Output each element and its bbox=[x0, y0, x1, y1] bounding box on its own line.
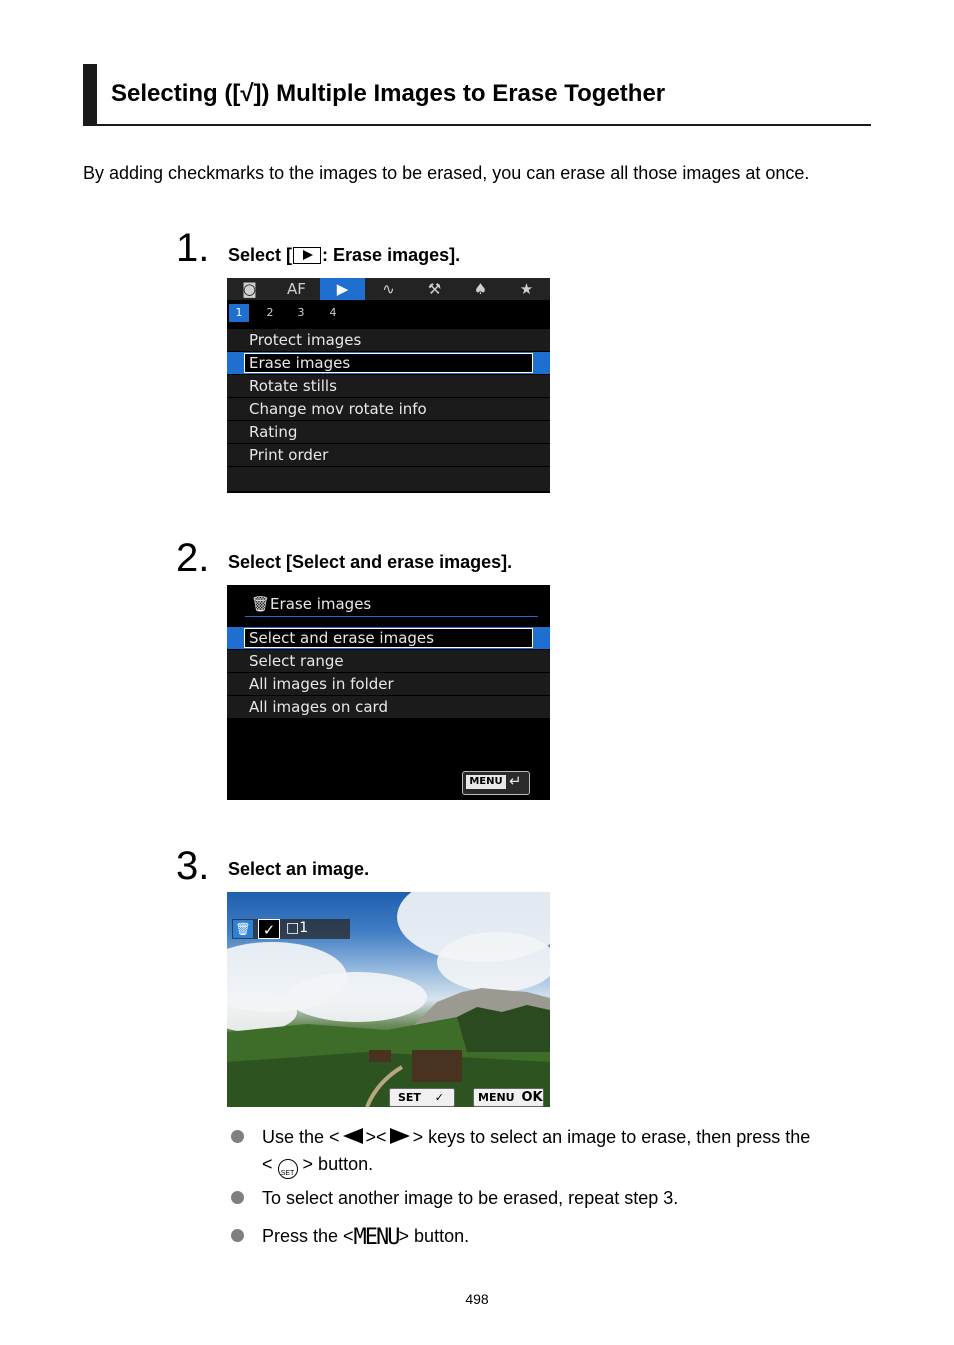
menu-button-icon: MENU bbox=[353, 1225, 399, 1250]
step-title-2: Select [Select and erase images]. bbox=[228, 552, 513, 572]
menu-item-label: Select range bbox=[249, 652, 344, 670]
step-number-1: 1. bbox=[176, 226, 210, 270]
text: > button. bbox=[398, 1226, 470, 1246]
playback-icon bbox=[293, 247, 321, 264]
single-image-icon: □ bbox=[286, 920, 300, 936]
bullet-3 bbox=[262, 1223, 469, 1251]
ok-label: OK bbox=[521, 1090, 543, 1105]
title-rule bbox=[245, 616, 538, 617]
left-key-icon bbox=[343, 1128, 363, 1144]
menu-item-protect-images[interactable] bbox=[227, 329, 550, 352]
bullet-2: To select another image to be erased, repeat step 3. bbox=[262, 1188, 679, 1208]
check-icon[interactable]: ✓ bbox=[258, 919, 280, 939]
menu-item-all-on-card[interactable] bbox=[227, 696, 550, 719]
page-number: 498 bbox=[465, 1291, 489, 1307]
text: > keys to select an image to erase, then press the bbox=[412, 1127, 811, 1147]
menu-item-change-mov-rotate[interactable] bbox=[227, 398, 550, 421]
bullet-dot bbox=[231, 1191, 244, 1204]
right-key-icon bbox=[390, 1128, 410, 1144]
menu-item-label: Select and erase images bbox=[249, 629, 434, 647]
menu-label: MENU bbox=[466, 775, 506, 789]
menu-item-select-range[interactable] bbox=[227, 650, 550, 673]
image-preview bbox=[227, 892, 550, 1107]
menu-ok-button[interactable] bbox=[473, 1088, 544, 1107]
menu-label: MENU bbox=[478, 1091, 515, 1104]
menu-item-rating[interactable] bbox=[227, 421, 550, 444]
check-icon: ✓ bbox=[434, 1091, 445, 1104]
screen-title bbox=[251, 595, 371, 613]
menu-item-label: All images in folder bbox=[249, 675, 394, 693]
screen-erase-menu bbox=[227, 278, 550, 493]
tab-af[interactable]: AF bbox=[287, 280, 306, 298]
text: Press the < bbox=[262, 1226, 354, 1246]
screen-title-text: Erase images bbox=[270, 595, 372, 613]
menu-item-select-and-erase[interactable] bbox=[227, 627, 550, 650]
menu-return-button[interactable] bbox=[462, 771, 530, 795]
trash-icon: 🗑 bbox=[233, 920, 253, 938]
subtab-bar bbox=[227, 300, 550, 326]
playback-icon[interactable]: ▶ bbox=[320, 278, 365, 300]
menu-item-label: Change mov rotate info bbox=[249, 400, 427, 418]
menu-item-label: All images on card bbox=[249, 698, 388, 716]
set-label: SET bbox=[398, 1091, 421, 1104]
subtab-4[interactable]: 4 bbox=[329, 306, 337, 319]
page-title: Selecting ([√]) Multiple Images to Erase Together bbox=[111, 80, 666, 107]
tab-bar bbox=[227, 278, 550, 300]
step-number-2: 2. bbox=[176, 536, 210, 580]
wrench-icon[interactable]: ⚒ bbox=[427, 280, 442, 298]
menu-item-rotate-stills[interactable] bbox=[227, 375, 550, 398]
text: < bbox=[262, 1154, 273, 1174]
menu-item-erase-images[interactable] bbox=[227, 352, 550, 375]
menu-item-label: Rotate stills bbox=[249, 377, 337, 395]
bullet-dot bbox=[231, 1130, 244, 1143]
bullet-1-line-1 bbox=[262, 1124, 810, 1151]
menu-item-label: Protect images bbox=[249, 331, 362, 349]
menu-item-all-in-folder[interactable] bbox=[227, 673, 550, 696]
subtab-3[interactable]: 3 bbox=[297, 306, 305, 319]
cabin bbox=[369, 1050, 391, 1062]
text: Use the < bbox=[262, 1127, 340, 1147]
star-icon[interactable]: ★ bbox=[519, 280, 534, 298]
trash-icon: 🗑 bbox=[251, 595, 271, 613]
step-title-3: Select an image. bbox=[228, 859, 370, 879]
selection-count bbox=[286, 920, 308, 936]
set-button-icon bbox=[278, 1159, 298, 1179]
screen-select-and-erase bbox=[227, 585, 550, 800]
menu-empty-row bbox=[227, 467, 550, 492]
person-icon[interactable]: ♠ bbox=[473, 280, 488, 298]
return-icon: ↵ bbox=[509, 772, 522, 790]
camera-icon[interactable]: ◙ bbox=[242, 280, 257, 298]
step-title-1-suffix: : Erase images]. bbox=[322, 245, 461, 265]
cabin bbox=[412, 1050, 462, 1082]
bullet-1-line-2 bbox=[262, 1151, 373, 1179]
intro-text: By adding checkmarks to the images to be erased, you can erase all those images at once. bbox=[83, 163, 810, 183]
heading-bar bbox=[83, 64, 97, 125]
step-title-1-prefix: Select [ bbox=[228, 245, 293, 265]
set-check-button[interactable] bbox=[389, 1088, 455, 1107]
text: > button. bbox=[302, 1154, 374, 1174]
heading-rule bbox=[83, 124, 871, 126]
wave-icon[interactable]: ∿ bbox=[382, 280, 395, 298]
subtab-2[interactable]: 2 bbox=[266, 306, 274, 319]
menu-item-label: Rating bbox=[249, 423, 298, 441]
count-value: 1 bbox=[299, 920, 309, 936]
menu-item-print-order[interactable] bbox=[227, 444, 550, 467]
bullet-dot bbox=[231, 1229, 244, 1242]
menu-item-label: Print order bbox=[249, 446, 329, 464]
step-title-1 bbox=[228, 245, 460, 266]
set-icon-label: SET bbox=[280, 1170, 295, 1177]
menu-item-label: Erase images bbox=[249, 354, 351, 372]
step-number-3: 3. bbox=[176, 844, 210, 888]
text: >< bbox=[365, 1127, 387, 1147]
subtab-1[interactable]: 1 bbox=[229, 304, 249, 322]
